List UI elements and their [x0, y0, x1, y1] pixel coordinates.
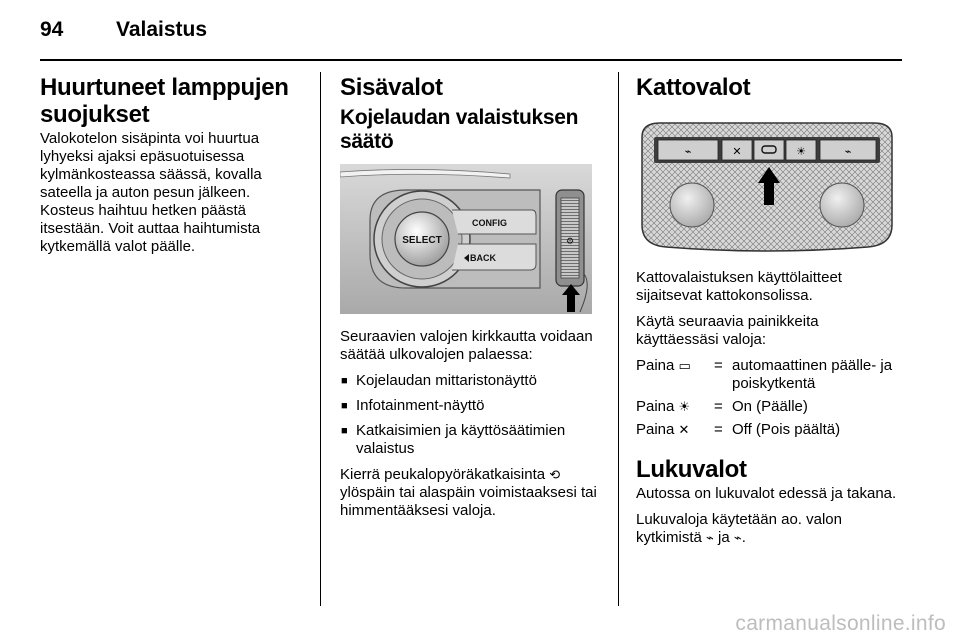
svg-text:⚙: ⚙ [565, 237, 575, 247]
list-item: ■ Katkaisimien ja käyttösäätimien valaistus [340, 422, 606, 458]
back-label: BACK [470, 253, 496, 263]
dash-dimmer-figure [340, 164, 592, 314]
ceiling-caption: Kattovalaistuksen käyttölaitteet sijaitsevat kattokonsolissa. [636, 269, 842, 304]
list-item: ■ Infotainment-näyttö [340, 397, 606, 415]
interior-lights-heading: Sisävalot [340, 74, 443, 101]
page-header [40, 18, 900, 48]
table-row: Paina ✕ = Off (Pois päältä) [636, 421, 841, 438]
chapter-title: Valaistus [116, 18, 208, 41]
reading-lamp-right-icon: ⌁ [733, 530, 742, 545]
svg-text:☀: ☀ [796, 145, 806, 158]
list-item: ■ Kojelaudan mittaristonäyttö [340, 372, 606, 390]
lamp-off-icon: ✕ [678, 422, 690, 437]
column-interior-lights [340, 74, 606, 528]
door-lamp-icon: ▭ [678, 358, 691, 373]
dimmer-instruction: Kierrä peukalopyöräkatkaisinta ⟲ ylöspäin tai alaspäin voimistaaksesi tai himmentääksesi valoja. [340, 466, 597, 519]
column-fogged-lamps [40, 74, 306, 264]
column-divider-1 [320, 72, 321, 606]
dimmable-list [340, 372, 606, 458]
reading-lights-text-2: Lukuvaloja käytetään ao. valon kytkimistä ⌁ ja ⌁. [636, 511, 842, 546]
column-divider-2 [618, 72, 619, 606]
svg-text:⌁: ⌁ [844, 145, 852, 158]
dimmer-wheel-icon: ⟲ [549, 467, 561, 482]
svg-text:✕: ✕ [732, 145, 742, 158]
reading-lamp-left-icon: ⌁ [706, 530, 714, 545]
config-label: CONFIG [472, 218, 507, 228]
table-row: Paina ☀ = On (Päälle) [636, 398, 808, 415]
dash-lighting-heading: Kojelaudan valaistuksen säätö [340, 106, 579, 153]
watermark: carmanualsonline.info [735, 612, 946, 635]
fogged-lamps-text: Valokotelon sisäpinta voi huurtua lyhyeksi ajaksi epäsuotuisessa kylmänkosteassa säässä, kovalla sateella ja auton pesun jälkeen. Kosteus haihtuu hetken päästä itsestään. Voit auttaa haihtumista kytkemällä valot päälle. [40, 130, 262, 255]
page-number: 94 [40, 18, 64, 41]
fogged-lamps-heading: Huurtuneet lamppujen suojukset [40, 74, 289, 128]
lamp-on-icon: ☀ [678, 399, 691, 414]
svg-text:⌁: ⌁ [684, 145, 692, 158]
dimmer-intro: Seuraavien valojen kirkkautta voidaan säätää ulkovalojen palaessa: [340, 328, 593, 363]
reading-lights-heading: Lukuvalot [636, 456, 747, 483]
ceiling-intro: Käytä seuraavia painikkeita käyttäessäsi valoja: [636, 313, 819, 348]
table-row: Paina ▭ = automaattinen päälle- ja poiskytkentä [636, 357, 893, 392]
header-rule [40, 59, 902, 61]
column-ceiling-lights [636, 74, 902, 555]
button-function-table [636, 357, 902, 444]
ceiling-lights-heading: Kattovalot [636, 74, 751, 101]
overhead-console-figure [636, 121, 898, 255]
reading-lights-text-1: Autossa on lukuvalot edessä ja takana. [636, 485, 897, 502]
select-label: SELECT [402, 235, 442, 246]
